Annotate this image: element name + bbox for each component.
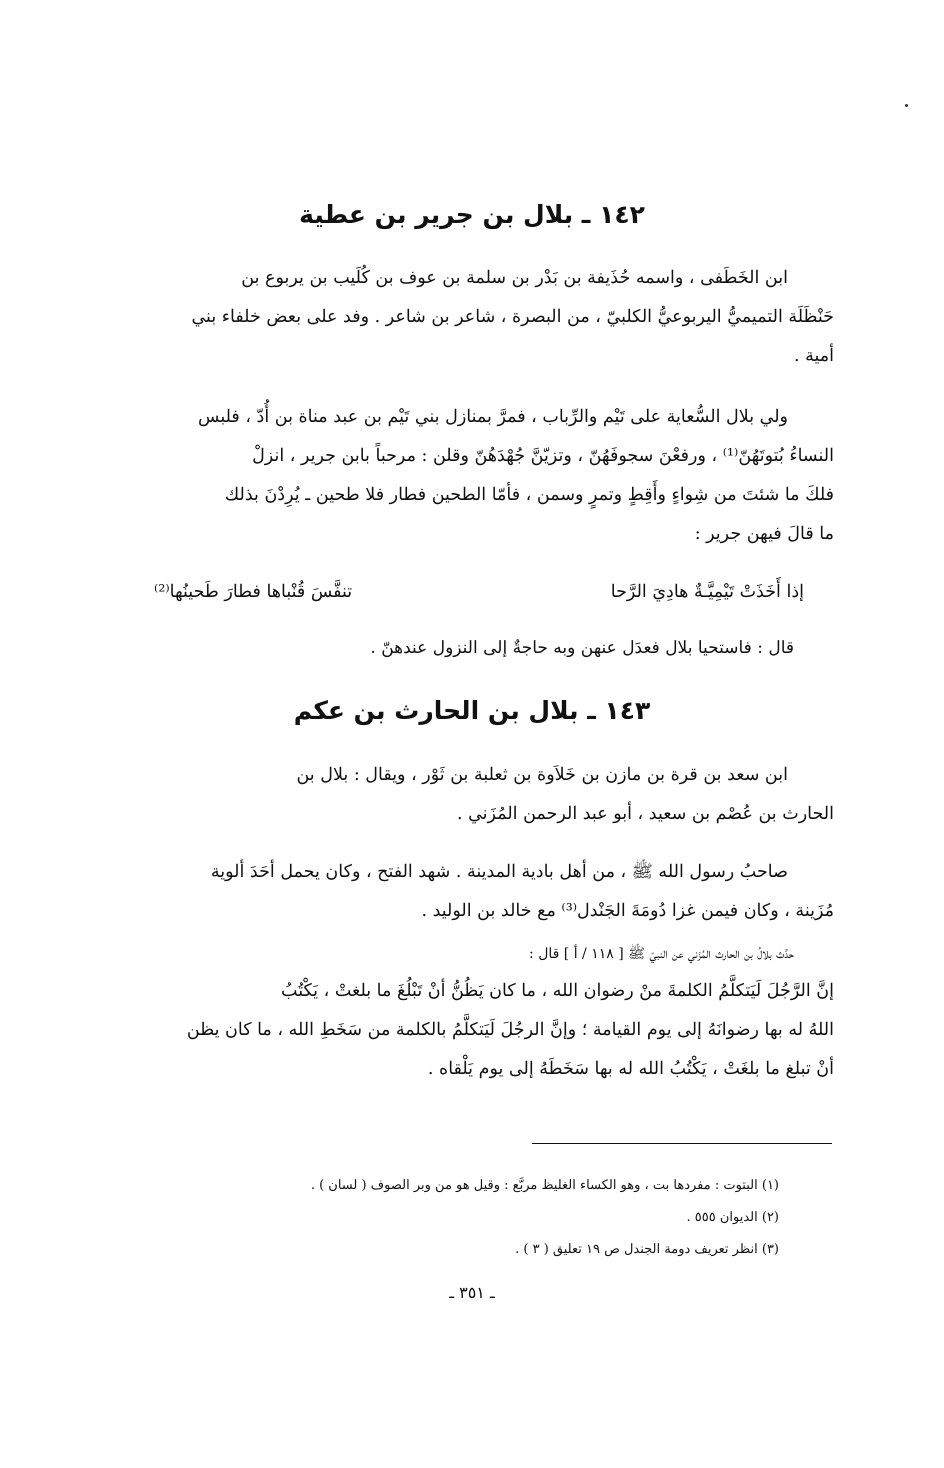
footnote-separator [532,1143,832,1144]
hadith-text [134,972,834,1089]
text-line: صاحبُ رسول الله ﷺ ، من أهل بادية المدينة . شهد الفتح ، وكان يحمل أحَدَ ألوية [210,862,788,882]
text-line: الحارث بن عُصْم بن سعيد ، أبو عبد الرحمن المُزَني . [456,804,834,824]
entry-142-paragraph-2 [134,398,834,554]
footnotes [311,1170,779,1266]
scan-speck [905,104,908,107]
footnote-2: (٢) الديوان ٥٥٥ . [686,1210,779,1225]
page-number: ـ ٣٥١ ـ [449,1283,495,1302]
entry-143-heading: ١٤٣ ـ بلال بن الحارث بن عكم [293,696,651,725]
poem-verse [154,573,804,612]
text-line: ابن سعد بن قرة بن مازن بن خَلاَوة بن ثعلبة بن ثَوْر ، ويقال : بلال بن [296,765,788,785]
text-line: أنْ تبلغ ما بلغَتْ ، يَكْتُبُ الله له بها سَخَطَهُ إلى يوم يَلْقاه . [427,1059,834,1079]
verse-first-hemistich: إذا أَخَذَتْ تَيْمِيَّـةٌ هادِيَ الرَّحا [610,582,804,602]
text-line: حَنْظَلَة التميميُّ اليربوعيُّ الكلبيّ ، من البصرة ، شاعر بن شاعر . وفد على بعض خلفاء بني [191,307,834,327]
footnote-1: (١) البتوت : مفردها بت ، وهو الكساء الغليظ مربَّع : وقيل هو من وبر الصوف ( لسان ) . [310,1178,779,1193]
text-line: ولي بلال السُّعاية على تَيْم والرِّباب ، فمرَّ بمنازل بني تَيْم بن عبد مناة بن أُدّ ، فلبس [198,407,788,427]
entry-142-paragraph-1 [134,259,834,376]
entry-142-heading: ١٤٢ ـ بلال بن جرير بن عطية [299,200,645,229]
text-line: اللهُ له بها رضوانَهُ إلى يوم القيامة ؛ وإنَّ الرجُلَ لَيَتكلَّمُ بالكلمة من سَخَطِ الله ، ما كان يظن [186,1020,834,1040]
verse-second-hemistich: تنفَّسَ قُنْباها فطارَ طَحينُها⁽²⁾ [154,582,353,602]
text-line: أمية . [793,346,834,366]
hadith-intro: حدَّث بلالُ بن الحارث المُزَني عن النبيّ ﷺ [ ١١٨ / أ ] قال : [529,946,794,962]
entry-143-paragraph-1 [134,756,834,834]
text-line: ما قالَ فيهن جرير : [694,524,834,544]
text-line: ابن الخَطَفى ، واسمه حُذَيفة بن بَدْر بن سلمة بن عوف بن كُلَيب بن يربوع بن [241,268,788,288]
footnote-3: (٣) انظر تعريف دومة الجندل ص ١٩ تعليق ( ٣ ) . [515,1242,779,1257]
text-line: مُزَينة ، وكان فيمن غزا دُومَةَ الجَنْدل⁽³⁾ مع خالد بن الوليد . [421,901,834,921]
text-line: النساءُ بُتوتَهُنّ⁽¹⁾ ، ورفعْنَ سجوفَهُنّ ، وتزيّنَّ جُهْدَهُنّ وقلن : مرحباً بابن جرير ، انزلْ [252,446,834,466]
entry-143-paragraph-2 [134,853,834,931]
text-line: فلكَ ما شئتَ من شِواءٍ وأَقِطٍ وتمرٍ وسمن ، فأمّا الطحين فطار فلا طحين ـ يُرِدْنَ بذلك [224,485,834,505]
verse-note: قال : فاستحيا بلال فعدَل عنهن وبه حاجةٌ إلى النزول عندهنّ . [370,638,794,658]
text-line: إنَّ الرَّجُلَ لَيَتكلَّمُ الكلمةَ منْ رضوان الله ، ما كان يَظُنُّ أنْ تَبْلُغَ ما بلغتْ ، يَكْتُبُ [281,981,834,1001]
